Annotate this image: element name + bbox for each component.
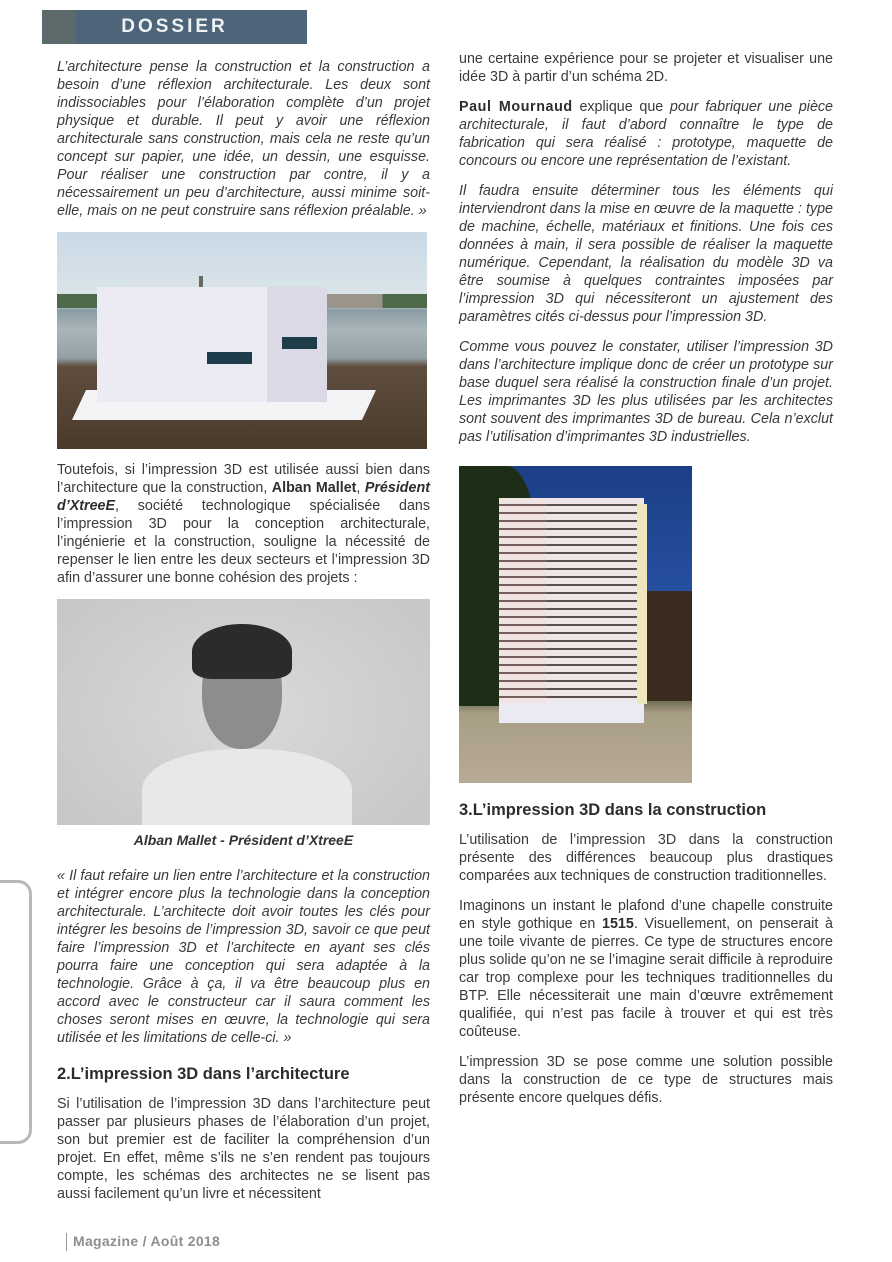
intro-paragraph: Toutefois, si l’impression 3D est utilisée aussi bien dans l’architecture que la construction, Alban Mallet, Président d’XtreeE, société technologique spécialisée dans l’impression 3D pour la conception architecturale, l’ingénierie et la construction, souligne la nécessité de repenser le lien entre les deux secteurs et l’impression 3D afin d’assurer une bonne cohésion des projets : <box>57 462 430 586</box>
left-column <box>57 58 430 1215</box>
page-footer: Magazine / Août 2018 <box>66 1233 220 1251</box>
portrait-hair <box>192 624 292 679</box>
house-model-photo <box>57 232 427 449</box>
solution-paragraph: L’impression 3D se pose comme une solution possible dans la construction de ce type de structures mais présente encore quelques défis. <box>459 1054 833 1106</box>
section-heading-3: 3.L’impression 3D dans la construction <box>459 801 767 819</box>
intro-quote: L’architecture pense la construction et la construction a besoin d’une réflexion architecturale. Les deux sont indissociables pour l’élaboration complète d’un projet physique et durable. Il peut y avoir une réflexion architecturale sans construction, mais cela ne reste qu’un concept sur papier, une idée, un dessin, une esquisse. Pour réaliser une construction par contre, il y a nécessairement un peu d’architecture, aussi minime soit-elle, mais on ne peut construire sans réflexion préalable. » <box>57 59 430 219</box>
section-heading-2: 2.L’impression 3D dans l’architecture <box>57 1065 350 1083</box>
continued-paragraph: une certaine expérience pour se projeter et visualiser une idée 3D à partir d’un schéma 2D. <box>459 51 833 85</box>
photo-caption: Alban Mallet - Président d’XtreeE <box>133 832 354 848</box>
side-tab-decoration <box>0 880 32 1144</box>
person-title: Président d’XtreeE <box>57 480 430 514</box>
chapel-paragraph: Imaginons un instant le plafond d’une chapelle construite en style gothique en 1515. Visuellement, on penserait à une toile vivante de pierres. Ce type de structures encore plus solide qu’on ne se l’imagine serait difficile à reproduire car trop complexe pour les techniques traditionnelles du BTP. Elle nécessiterait une main d’œuvre extrêmement qualifiée, qui n’est pas facile à trouver et qui est très coûteuse. <box>459 898 834 1040</box>
section-banner <box>42 10 307 44</box>
elements-paragraph: Il faudra ensuite déterminer tous les éléments qui interviendront dans la mise en œuvre de la maquette : type de machine, échelle, matériaux et finitions. Une fois ces données à main, il sera possible de réaliser la maquette numérique. Cependant, la réalisation du modèle 3D va être soumise à quelques contraintes imposées par l’impression 3D qui nécessiteront un ajustement des paramètres cités ci-dessus pour l’impression 3D. <box>459 183 833 325</box>
conclusion-paragraph: Comme vous pouvez le constater, utiliser l’impression 3D dans l’architecture implique donc de créer un prototype sur base duquel sera réalisé la construction finale d’un projet. Les imprimantes 3D les plus utilisées par les architectes sont souvent des imprimantes 3D de bureau. Cela n’exclut pas l’utilisation d’imprimantes 3D industrielles. <box>459 339 833 445</box>
quote-paragraph: « Il faut refaire un lien entre l’architecture et la construction et intégrer encore plus la technologie dans la conception architecturale. L’architecte doit avoir toutes les clés pour intégrer les besoins de l’impression 3D, savoir ce que peut faire l’impression 3D et l’architecte en ayant ses clés pourra faire une conception qui sera adaptée à la technologie. Grâce à ça, il va être beaucoup plus en accord avec le constructeur car il saura comment les choses seront mises en œuvre, la technologie qui sera utilisée et les limitations de celle-ci. » <box>57 868 430 1046</box>
mournaud-paragraph: Paul Mournaud explique que pour fabriquer une pièce architecturale, il faut d’abord connaître le type de fabrication qui sera réalisé : prototype, maquette de concours ou encore une représentation de l’existant. <box>459 99 833 169</box>
tower-edge <box>637 504 647 704</box>
tower-side <box>499 498 547 703</box>
portrait-photo <box>57 599 430 825</box>
house-window <box>282 337 317 349</box>
house-window <box>207 352 252 364</box>
construction-paragraph: L’utilisation de l’impression 3D dans la construction présente des différences beaucoup plus drastiques comparées aux techniques de construction traditionnelles. <box>459 832 833 884</box>
person-name: Alban Mallet <box>271 480 357 496</box>
tower-model-photo <box>459 466 692 783</box>
portrait-shirt <box>142 749 352 825</box>
architecture-paragraph: Si l’utilisation de l’impression 3D dans l’architecture peut passer par plusieurs phases de l’élaboration d’un projet, son but premier est de faciliter la compréhension d’un projet. En effet, même s’ils ne s’en rendent pas toujours compte, les schémas des architectes ne se lisent pas aussi facilement qu’un livre et nécessitent <box>57 1096 430 1202</box>
right-column <box>459 50 833 1119</box>
banner-title: DOSSIER <box>121 16 228 37</box>
person-name: Paul Mournaud <box>459 99 573 115</box>
banner-accent <box>42 10 76 44</box>
year: 1515 <box>602 916 634 932</box>
